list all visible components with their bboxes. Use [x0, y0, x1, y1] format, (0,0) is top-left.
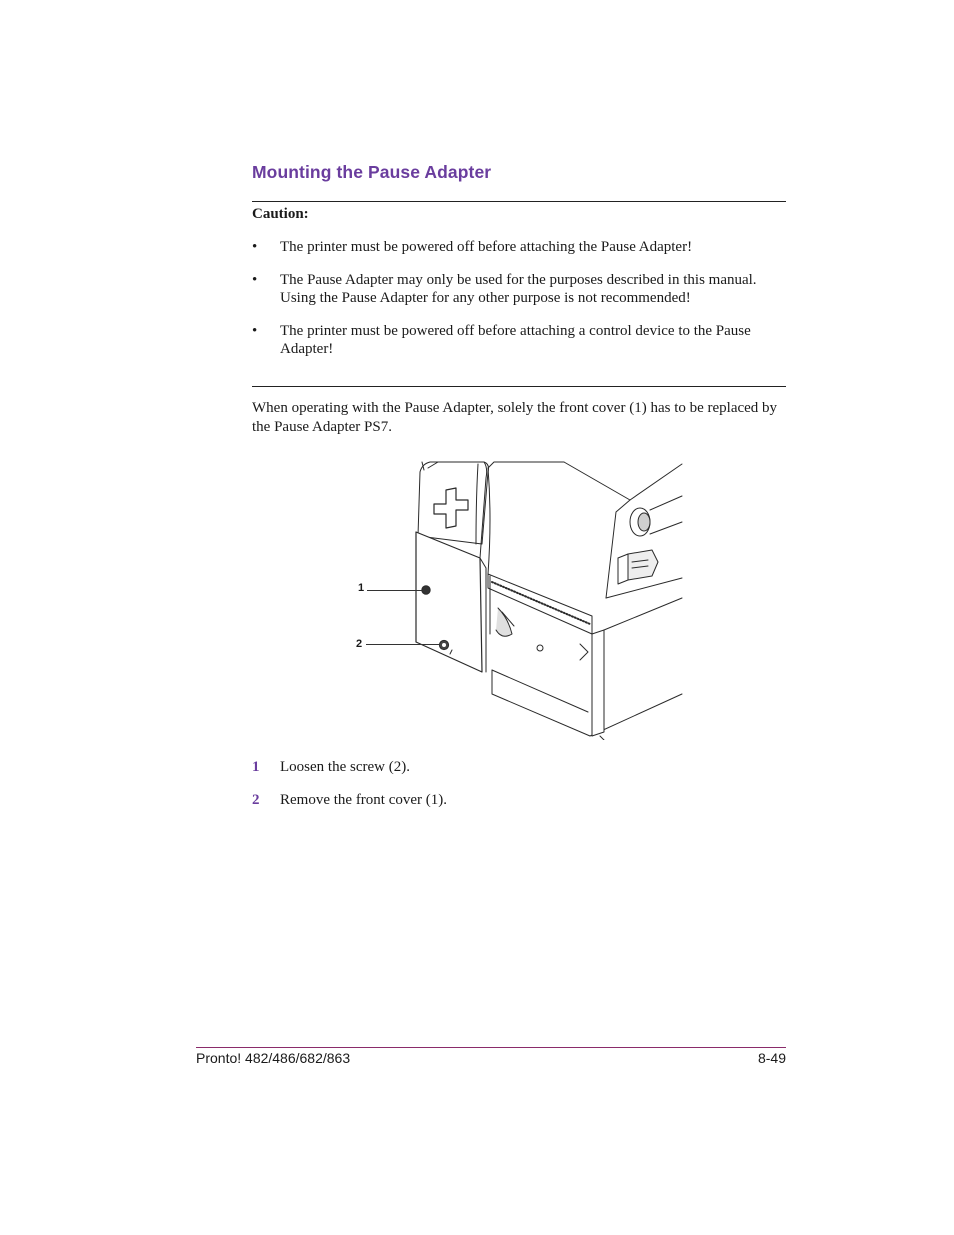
printer-illustration: [352, 458, 684, 740]
step-number: 1: [252, 759, 260, 775]
footer-page-number: 8-49: [757, 1050, 786, 1066]
step-item: [252, 791, 786, 810]
step-text: Loosen the screw (2).: [280, 759, 410, 775]
caution-item: [252, 322, 786, 359]
callout-1-label: 1: [358, 582, 365, 594]
callout-2-leader: [366, 644, 440, 645]
step-item: [252, 758, 786, 777]
callout-1-leader: [367, 590, 423, 591]
caution-list: [252, 238, 786, 373]
bullet-icon: •: [252, 322, 258, 339]
caution-item-text: The Pause Adapter may only be used for the purposes described in this manual. Using the Pause Adapter for any other purpose is not recommended!: [280, 271, 757, 306]
caution-item: [252, 271, 786, 308]
caution-title: Caution:: [252, 206, 309, 222]
caution-top-rule: [252, 201, 786, 202]
callout-2-label: 2: [356, 638, 363, 650]
step-text: Remove the front cover (1).: [280, 792, 448, 808]
intro-paragraph: When operating with the Pause Adapter, solely the front cover (1) has to be replaced by the Pause Adapter PS7.: [252, 400, 778, 435]
caution-item-text: The printer must be powered off before attaching the Pause Adapter!: [280, 239, 693, 255]
page-heading: Mounting the Pause Adapter: [252, 162, 492, 182]
bullet-icon: •: [252, 271, 258, 288]
step-number: 2: [252, 792, 260, 808]
caution-item-text: The printer must be powered off before attaching a control device to the Pause Adapter!: [280, 322, 751, 357]
steps-list: [252, 758, 786, 824]
bullet-icon: •: [252, 239, 258, 255]
caution-bottom-rule: [252, 386, 786, 387]
footer-product-name: Pronto! 482/486/682/863: [196, 1050, 351, 1066]
footer-rule: [196, 1047, 786, 1048]
caution-item: [252, 238, 786, 257]
